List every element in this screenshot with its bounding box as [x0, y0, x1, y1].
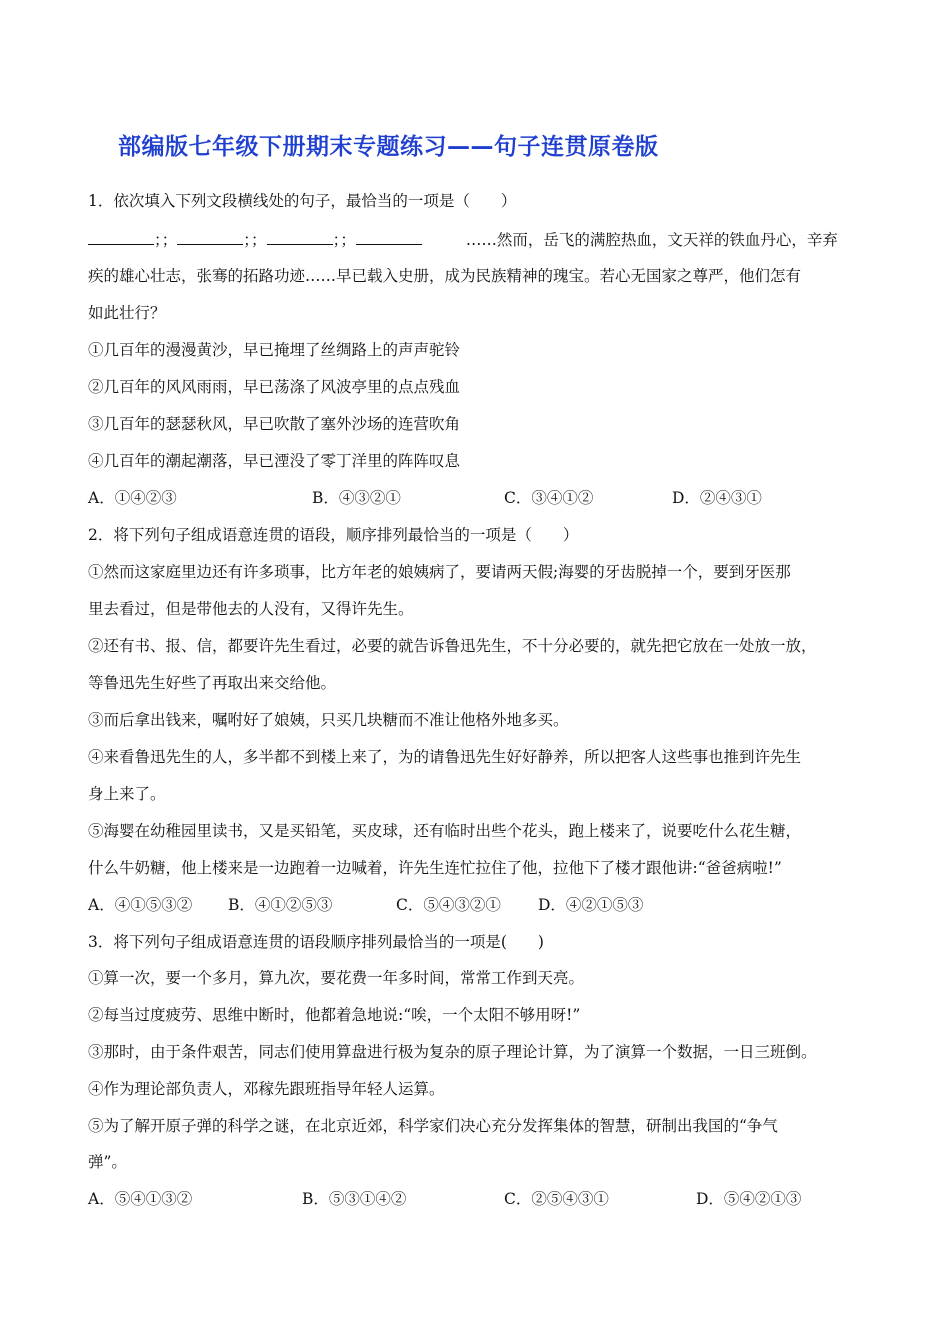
- q2-line: ④来看鲁迅先生的人，多半都不到楼上来了，为的请鲁迅先生好好静养，所以把客人这些事也推到许先生: [88, 748, 802, 766]
- q2-line: 里去看过，但是带他去的人没有，又得许先生。: [88, 600, 414, 618]
- q3-line: ②每当过度疲劳、思维中断时，他都着急地说:“唉，一个太阳不够用呀!”: [88, 1006, 581, 1024]
- q2-line: 等鲁迅先生好些了再取出来交给他。: [88, 674, 337, 692]
- q3-line: 弹”。: [88, 1153, 127, 1171]
- q2-line: ②还有书、报、信，都要许先生看过，必要的就告诉鲁迅先生，不十分必要的，就先把它放在一处放一放，: [88, 637, 817, 655]
- q2-option-c[interactable]: C．⑤④③②①: [396, 896, 501, 914]
- q1-option-b[interactable]: B．④③②①: [312, 489, 401, 507]
- q2-line: 什么牛奶糖，他上楼来是一边跑着一边喊着，许先生连忙拉住了他，拉他下了楼才跟他讲:“爸爸病啦!”: [88, 859, 782, 877]
- q1-blank-3: [267, 230, 333, 245]
- q2-line: ⑤海婴在幼稚园里读书，又是买铅笔，买皮球，还有临时出些个花头，跑上楼来了，说要吃什么花生糖，: [88, 822, 802, 840]
- q3-line: ④作为理论部负责人，邓稼先跟班指导年轻人运算。: [88, 1080, 445, 1098]
- page-title: 部编版七年级下册期末专题练习——句子连贯原卷版: [118, 134, 659, 160]
- q3-option-b[interactable]: B．⑤③①④②: [302, 1190, 407, 1208]
- q1-stem: 1．依次填入下列文段横线处的句子，最恰当的一项是（ ）: [88, 192, 517, 210]
- q2-line: ①然而这家庭里边还有许多琐事，比方年老的娘姨病了，要请两天假;海婴的牙齿脱掉一个，要到牙医那: [88, 563, 791, 581]
- q1-item: ③几百年的瑟瑟秋风，早已吹散了塞外沙场的连营吹角: [88, 415, 461, 433]
- q1-passage-tail: ……然而，岳飞的满腔热血，文天祥的铁血丹心，辛弃: [465, 231, 838, 249]
- q1-option-a[interactable]: A．①④②③: [88, 489, 177, 507]
- q3-stem: 3．将下列句子组成语意连贯的语段顺序排列最恰当的一项是( ): [88, 933, 544, 951]
- q1-item: ①几百年的漫漫黄沙，早已掩埋了丝绸路上的声声驼铃: [88, 341, 461, 359]
- q1-passage-line-1: ；； ；； ；； ……然而，岳飞的满腔热血，文天祥的铁血丹心，辛弃: [88, 230, 838, 250]
- q2-line: ③而后拿出钱来，嘱咐好了娘姨，只买几块糖而不准让他格外地多买。: [88, 711, 569, 729]
- q1-passage-line-3: 如此壮行？: [88, 304, 166, 322]
- q3-line: ⑤为了解开原子弹的科学之谜，在北京近郊，科学家们决心充分发挥集体的智慧，研制出我国的“争气: [88, 1117, 778, 1135]
- q1-option-d[interactable]: D．②④③①: [672, 489, 762, 507]
- q2-option-b[interactable]: B．④①②⑤③: [228, 896, 333, 914]
- q3-line: ③那时，由于条件艰苦，同志们使用算盘进行极为复杂的原子理论计算，为了演算一个数据，一日三班倒。: [88, 1043, 817, 1061]
- q1-option-c[interactable]: C．③④①②: [504, 489, 594, 507]
- q2-option-a[interactable]: A．④①⑤③②: [88, 896, 193, 914]
- q1-passage-line-2: 疾的雄心壮志，张骞的拓路功迹……早已载入史册，成为民族精神的瑰宝。若心无国家之尊严，他们怎有: [88, 267, 802, 285]
- q2-stem: 2．将下列句子组成语意连贯的语段，顺序排列最恰当的一项是（ ）: [88, 526, 579, 544]
- q3-option-c[interactable]: C．②⑤④③①: [504, 1190, 609, 1208]
- q1-blank-1: [88, 230, 154, 245]
- q2-line: 身上来了。: [88, 785, 166, 803]
- q3-option-d[interactable]: D．⑤④②①③: [696, 1190, 802, 1208]
- q3-option-a[interactable]: A．⑤④①③②: [88, 1190, 193, 1208]
- q1-item: ②几百年的风风雨雨，早已荡涤了风波亭里的点点残血: [88, 378, 461, 396]
- q1-blank-2: [177, 230, 243, 245]
- q1-blank-4: [356, 230, 422, 245]
- q1-item: ④几百年的潮起潮落，早已湮没了零丁洋里的阵阵叹息: [88, 452, 461, 470]
- q2-option-d[interactable]: D．④②①⑤③: [538, 896, 644, 914]
- q3-line: ①算一次，要一个多月，算九次，要花费一年多时间，常常工作到天亮。: [88, 969, 585, 987]
